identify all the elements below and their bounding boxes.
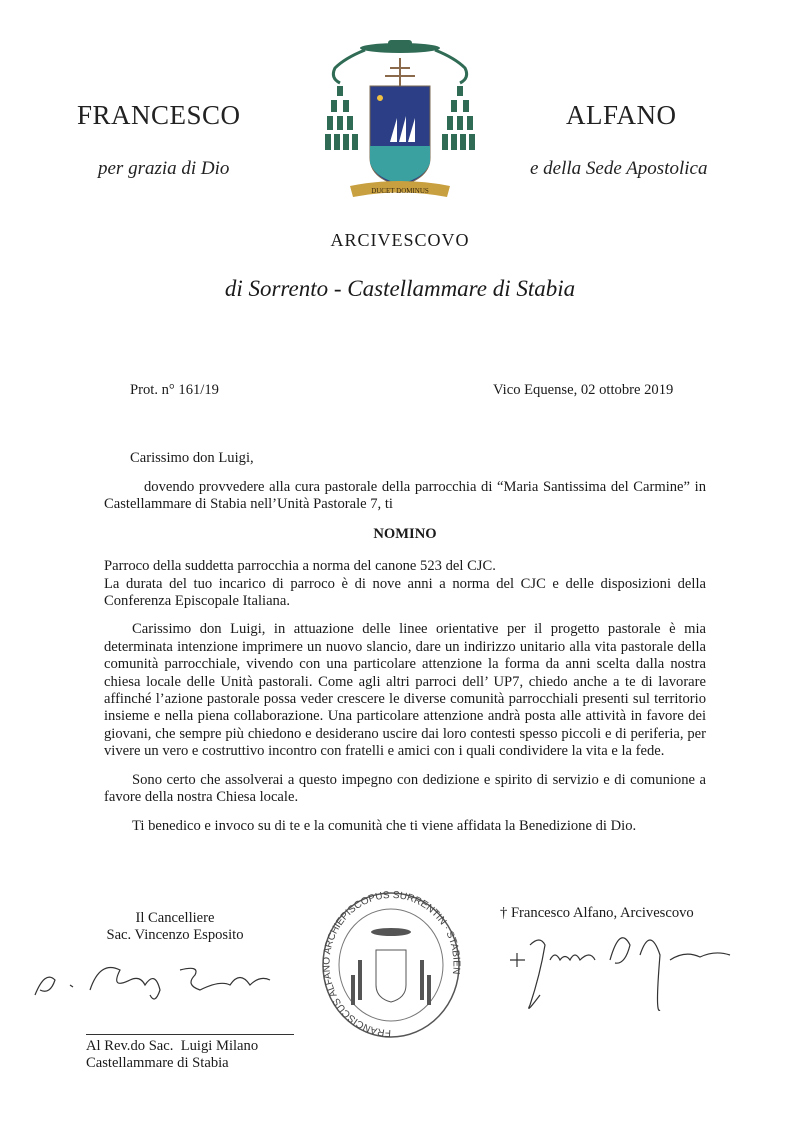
recipient-divider <box>86 1034 294 1035</box>
intro-paragraph: dovendo provvedere alla cura pastorale della parrocchia di “Maria Santissima del Carmine” in Castellammare di Stabia nell’Unità Pastorale 7, ti <box>104 479 706 513</box>
archdiocese-seal-icon <box>316 890 466 1040</box>
duration-line: La durata del tuo incarico di parroco è di nove anni a norma del CJC e delle disposizioni della Conferenza Episcopale Italiana. <box>104 575 706 610</box>
left-subtitle: per grazia di Dio <box>98 158 230 179</box>
title: ARCIVESCOVO <box>330 230 470 250</box>
archbishop-first-name: FRANCESCO <box>77 100 241 130</box>
archbishop-name: † Francesco Alfano, Arcivescovo <box>500 905 694 921</box>
chancellor-role: Il Cancelliere <box>135 910 215 926</box>
archbishop-signature <box>500 915 750 1025</box>
place-date: Vico Equense, 02 ottobre 2019 <box>493 382 674 398</box>
coat-of-arms-motto: DUCET DOMINUS <box>371 187 429 195</box>
svg-text:FRANCISCUS ALFANO ARCHIEPISCOP: FRANCISCUS ALFANO ARCHIEPISCOPUS SURRENTIN · STABIEN <box>321 890 462 1039</box>
recipient-location: Castellammare di Stabia <box>86 1055 229 1072</box>
decree-heading: NOMINO <box>373 525 437 542</box>
coat-of-arms-icon <box>325 38 475 198</box>
pastoral-paragraph: Carissimo don Luigi, in attuazione delle linee orientative per il progetto pastorale è mia determinata intenzione imprimere un nuovo slancio, dare un indirizzo unitario alla vita pastorale della comunità parrocchiale, vivendo con una particolare attenzione la forma da anni scelta dalla nostra chiesa locale delle Unità pastorali. Come agli altri parroci dell’ UP7, chiedo anche a te di lavorare affinché l’azione pastorale possa veder crescere le diverse comunità parrocchiali presenti sul territorio insieme e nella piena collaborazione. Una particolare attenzione andrà posta alle attività in favore dei giovani, che sempre più chiedono e desiderano uscire dai loro contesti spesso piccoli e di periferia, per vivere un vero e costruttivo incontro con fratelli e amici con i quali condividere la vita e la fede. <box>104 621 706 760</box>
chancellor-name: Sac. Vincenzo Esposito <box>106 927 244 944</box>
appointment-line: Parroco della suddetta parrocchia a norma del canone 523 del CJC. <box>104 558 496 575</box>
recipient-name: Al Rev.do Sac. Luigi Milano <box>86 1038 259 1054</box>
chancellor-block <box>60 910 290 945</box>
letter-body <box>104 479 706 835</box>
blessing-paragraph: Ti benedico e invoco su di te e la comunità che ti viene affidata la Benedizione di Dio. <box>132 817 637 834</box>
chancellor-signature <box>30 950 290 1010</box>
right-subtitle: e della Sede Apostolica <box>530 158 708 179</box>
recipient-block <box>86 1038 258 1073</box>
protocol-number: Prot. n° 161/19 <box>130 382 219 398</box>
commitment-paragraph: Sono certo che assolverai a questo impegno con dedizione e spirito di servizio e di comunione a favore della nostra Chiesa locale. <box>104 771 706 806</box>
diocese: di Sorrento - Castellammare di Stabia <box>224 276 576 301</box>
archbishop-last-name: ALFANO <box>566 100 677 130</box>
salutation: Carissimo don Luigi, <box>130 450 254 466</box>
